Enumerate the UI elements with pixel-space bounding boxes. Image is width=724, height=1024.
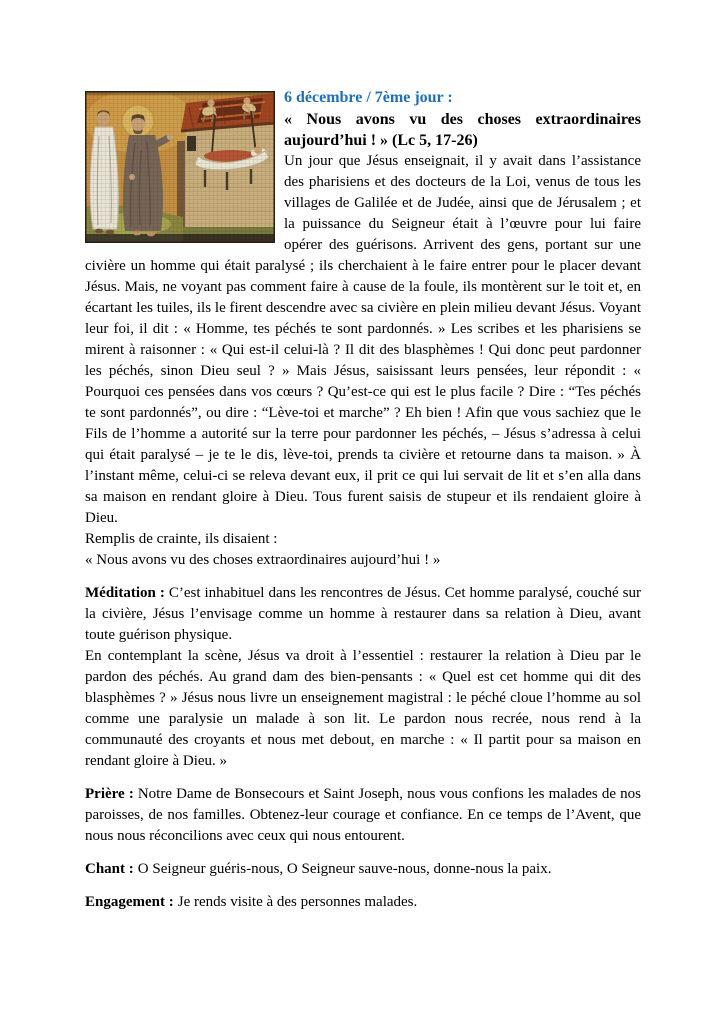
mosaic-tesserae-overlay — [85, 91, 275, 243]
gospel-closing-quote: « Nous avons vu des choses extraordinaires aujourd’hui ! » — [85, 552, 441, 568]
gospel-illustration-mosaic — [85, 91, 275, 243]
meditation-paragraph — [85, 583, 641, 646]
priere-label: Prière : — [85, 786, 134, 802]
priere-paragraph — [85, 784, 641, 847]
engagement-paragraph — [85, 892, 641, 913]
chant-text: O Seigneur guéris-nous, O Seigneur sauve-nous, donne-nous la paix. — [137, 861, 552, 877]
meditation-text-2: En contemplant la scène, Jésus va droit à l’essentiel : restaurer la relation à Dieu par le pardon des péchés. Au grand dam des bien-pensants : « Quel est cet homme qui dit des blasphèmes ? » Jésus nous livre un enseignement magistral : le péché cloue l’homme au sol comme une paralysie un malade à son lit. Le pardon nous recrée, nous rend à la communauté des croyants et nous met debout, en marche : « Il partit pour sa maison en rendant gloire à Dieu. » — [85, 648, 641, 769]
gospel-reading-text: Un jour que Jésus enseignait, il y avait dans l’assistance des pharisiens et des docteurs de la Loi, venus de tous les villages de Galilée et de Judée, ainsi que de Jérusalem ; et la puissance du Seigneur était à l’œuvre pour lui faire opérer des guérisons. Arrivent des gens, portant sur une civière un homme qui était paralysé ; ils cherchaient à le faire entrer pour le placer devant Jésus. Mais, ne voyant pas comment faire à cause de la foule, ils montèrent sur le toit et, en écartant les tuiles, ils le firent descendre avec sa civière en plein milieu devant Jésus. Voyant leur foi, il dit : « Homme, tes péchés te sont pardonnés. » Les scribes et les pharisiens se mirent à raisonner : « Qui est-il celui-là ? Il dit des blasphèmes ! Qui donc peut pardonner les péchés, sinon Dieu seul ? » Mais Jésus, saisissant leurs pensées, leur répondit : « Pourquoi ces pensées dans vos cœurs ? Qu’est-ce qui est le plus facile ? Dire : “Tes péchés te sont pardonnés”, ou dire : “Lève-toi et marche” ? Eh bien ! Afin que vous sachiez que le Fils de l’homme a autorité sur la terre pour pardonner les péchés, – Jésus s’adressa à celui qui était paralysé – je te le dis, lève-toi, prends ta civière et retourne dans ta maison. » À l’instant même, celui-ci se releva devant eux, il prit ce qui lui servait de lit et s’en alla dans sa maison en rendant gloire à Dieu. Tous furent saisis de stupeur et ils rendaient gloire à Dieu. — [85, 153, 641, 526]
page-title-date: 6 décembre / 7ème jour : — [284, 89, 453, 106]
meditation-paragraph-2 — [85, 646, 641, 772]
chant-label: Chant : — [85, 861, 134, 877]
mosaic-healing-of-the-paralytic-image — [85, 91, 275, 243]
meditation-label: Méditation : — [85, 585, 165, 601]
engagement-text: Je rends visite à des personnes malades. — [177, 894, 418, 910]
priere-text: Notre Dame de Bonsecours et Saint Joseph, nous vous confions les malades de nos paroisses, de nos familles. Obtenez-leur courage et confiance. En ce temps de l’Avent, que nous nous réconcilions avec ceux qui nous entourent. — [85, 786, 642, 844]
gospel-closing-line: Remplis de crainte, ils disaient : — [85, 531, 278, 547]
engagement-label: Engagement : — [85, 894, 174, 910]
chant-paragraph — [85, 859, 641, 880]
meditation-text-1: C’est inhabituel dans les rencontres de Jésus. Cet homme paralysé, couché sur la civière, Jésus l’envisage comme un homme à restaurer dans sa relation à Dieu, avant toute guérison physique. — [85, 585, 642, 643]
gospel-quote-heading: « Nous avons vu des choses extraordinaires aujourd’hui ! » (Lc 5, 17-26) — [284, 111, 641, 149]
